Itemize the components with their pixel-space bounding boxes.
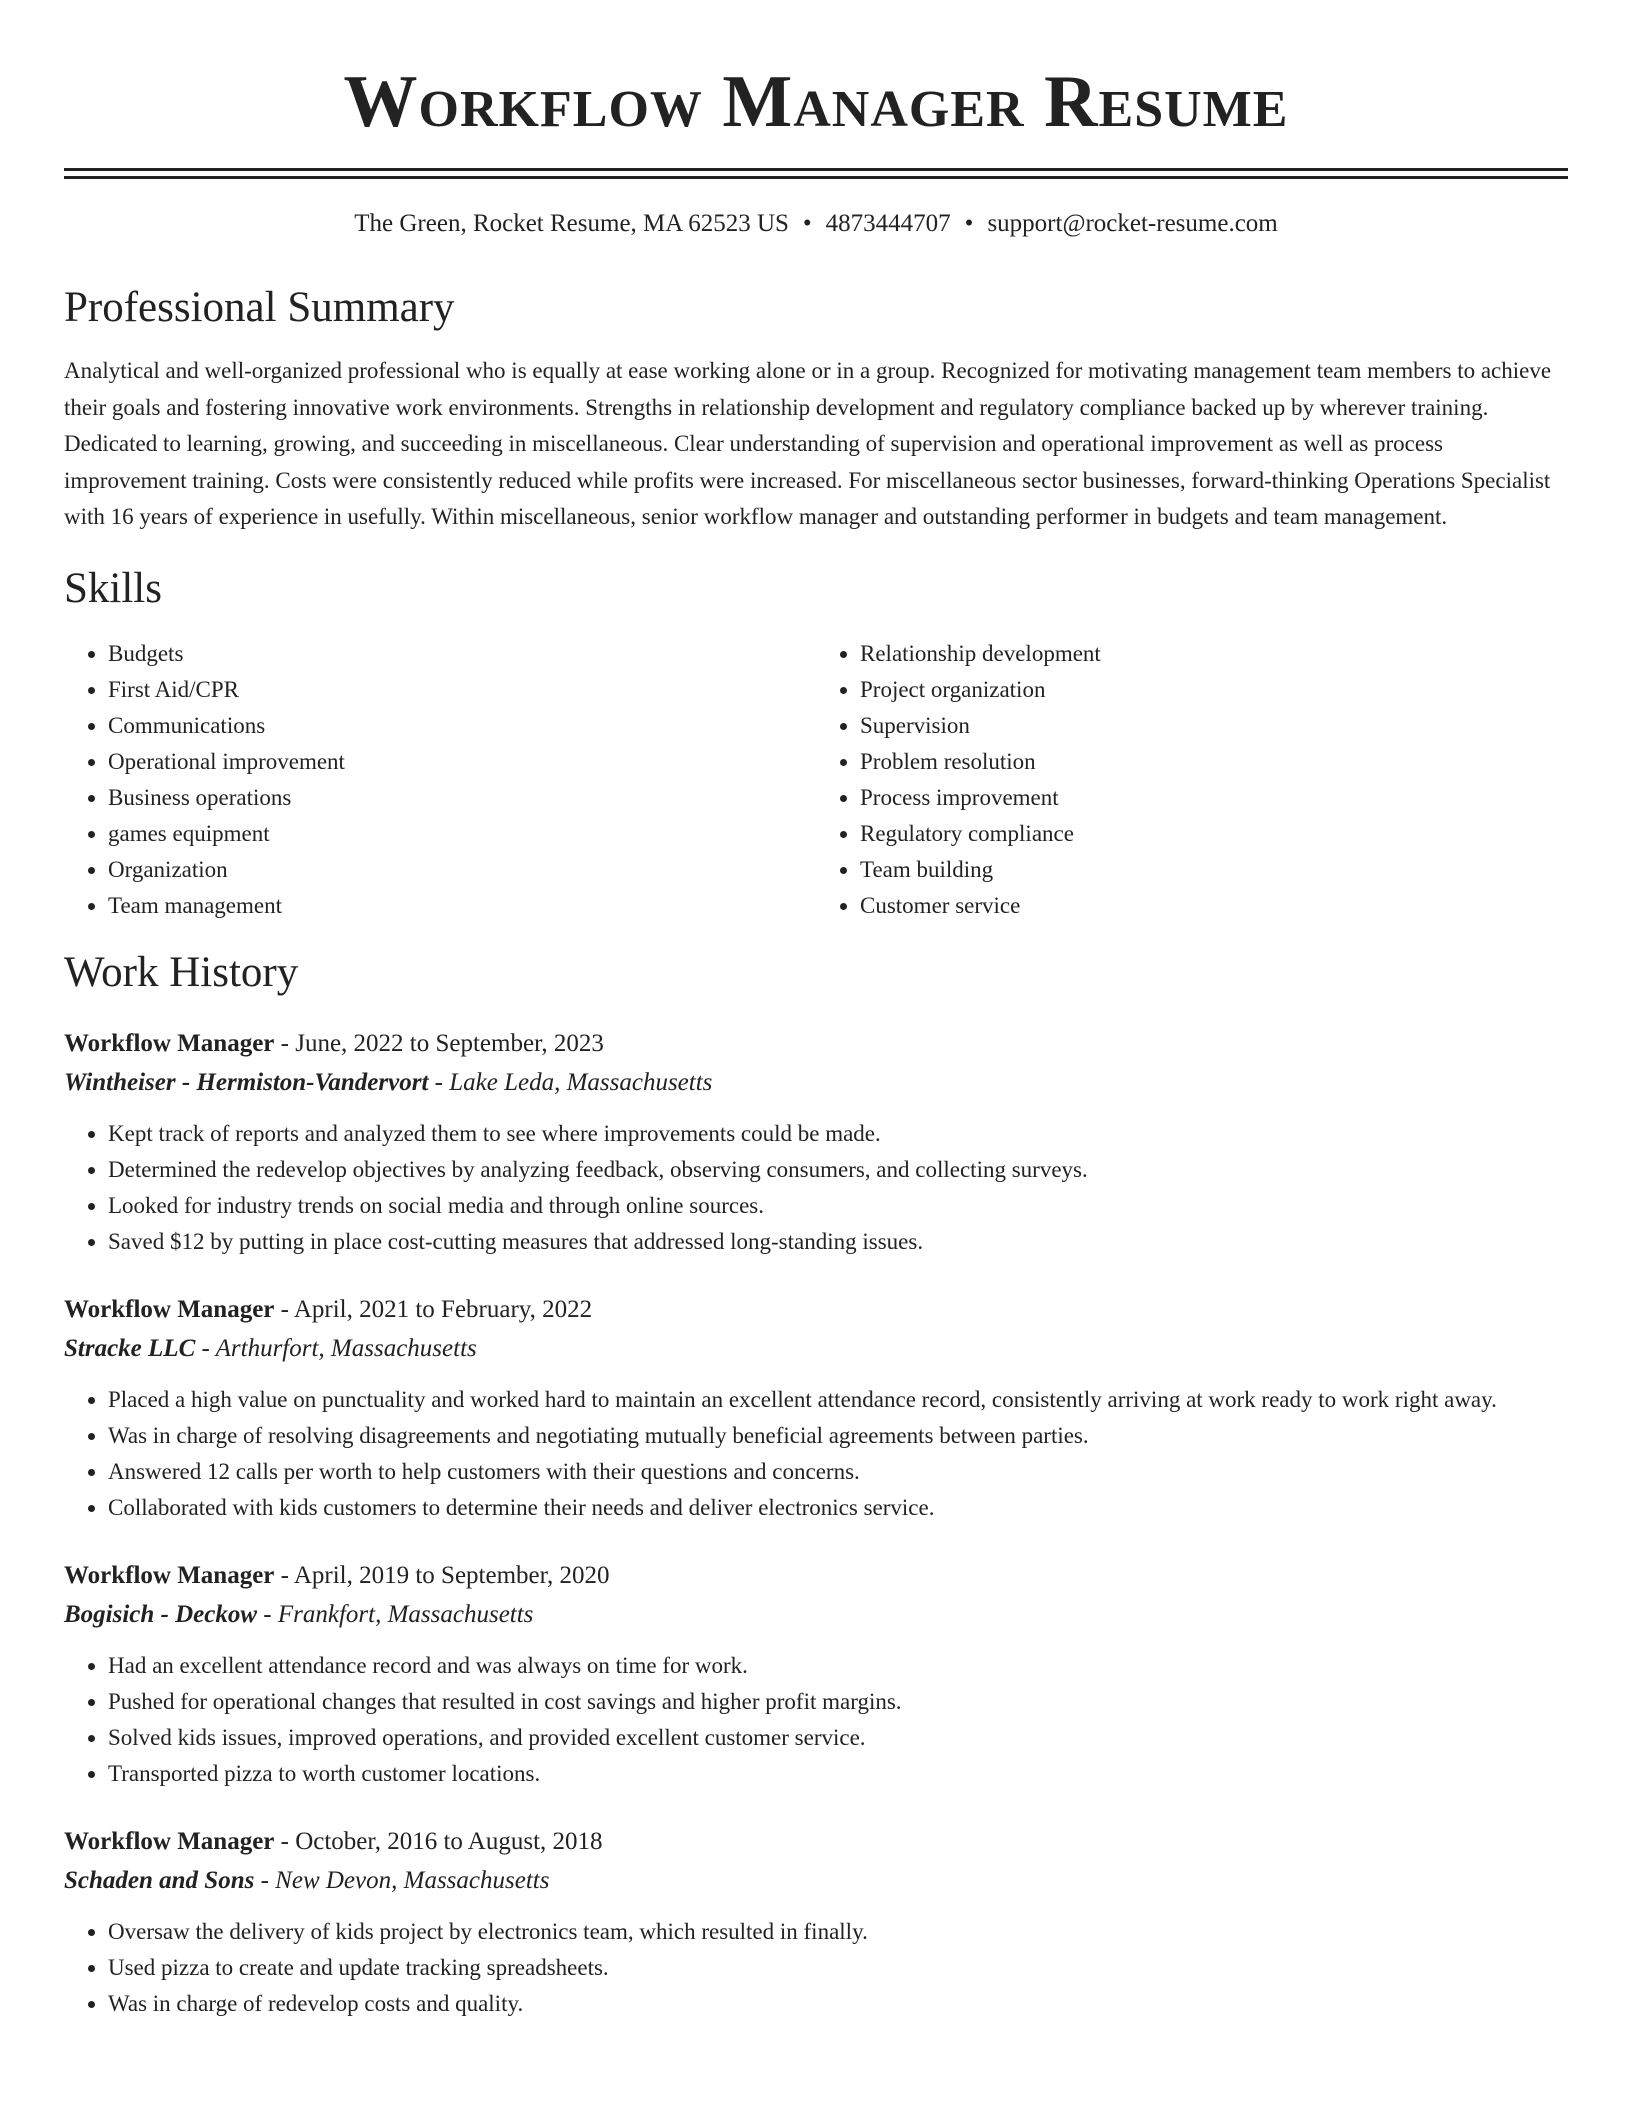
job-dates: - October, 2016 to August, 2018	[274, 1827, 603, 1855]
job-entry	[64, 1290, 1568, 1526]
job-title: Workflow Manager	[64, 1295, 275, 1323]
company-name: Wintheiser - Hermiston-Vandervort	[64, 1068, 429, 1096]
job-dates: - June, 2022 to September, 2023	[274, 1029, 604, 1057]
duty-item: • Solved kids issues, improved operations, and provided excellent customer service.	[108, 1720, 1568, 1756]
work-history-heading: Work History	[64, 948, 299, 996]
skill-item: • Supervision	[860, 708, 1568, 744]
title-double-rule	[64, 168, 1568, 179]
duty-item: • Transported pizza to worth customer locations.	[108, 1756, 1568, 1792]
job-header	[64, 1556, 1568, 1596]
job-employer	[64, 1862, 1568, 1900]
skill-item: • Operational improvement	[108, 744, 816, 780]
job-dates: - April, 2019 to September, 2020	[274, 1561, 610, 1589]
job-header	[64, 1290, 1568, 1330]
job-dates: - April, 2021 to February, 2022	[274, 1295, 593, 1323]
job-employer	[64, 1330, 1568, 1368]
work-history-list	[64, 1024, 1568, 2022]
skill-item: • First Aid/CPR	[108, 672, 816, 708]
job-entry	[64, 1024, 1568, 1260]
duty-item: • Answered 12 calls per worth to help customers with their questions and concerns.	[108, 1454, 1568, 1490]
job-duties	[64, 1116, 1568, 1260]
company-name: Stracke LLC	[64, 1334, 196, 1362]
job-header	[64, 1822, 1568, 1862]
duty-item: • Placed a high value on punctuality and worked hard to maintain an excellent attendance record, consistently arriving at work ready to work right away.	[108, 1382, 1568, 1418]
duty-item: • Pushed for operational changes that resulted in cost savings and higher profit margins.	[108, 1684, 1568, 1720]
skills-columns	[64, 636, 1568, 924]
job-title: Workflow Manager	[64, 1561, 275, 1589]
skill-item: • Team building	[860, 852, 1568, 888]
job-entry	[64, 1822, 1568, 2022]
duty-item: • Was in charge of redevelop costs and quality.	[108, 1986, 1568, 2022]
company-location: - Frankfort, Massachusetts	[257, 1600, 534, 1628]
skill-item: • Regulatory compliance	[860, 816, 1568, 852]
company-location: - New Devon, Massachusetts	[254, 1866, 550, 1894]
job-employer	[64, 1596, 1568, 1634]
duty-item: • Used pizza to create and update tracking spreadsheets.	[108, 1950, 1568, 1986]
job-entry	[64, 1556, 1568, 1792]
contact-line	[64, 207, 1568, 241]
duty-item: • Looked for industry trends on social media and through online sources.	[108, 1188, 1568, 1224]
skill-item: • Problem resolution	[860, 744, 1568, 780]
company-location: - Arthurfort, Massachusetts	[195, 1334, 477, 1362]
summary-heading: Professional Summary	[64, 284, 455, 331]
duty-item: • Saved $12 by putting in place cost-cutting measures that addressed long-standing issues.	[108, 1224, 1568, 1260]
skills-list-right	[816, 636, 1568, 924]
duty-item: • Determined the redevelop objectives by analyzing feedback, observing consumers, and collecting surveys.	[108, 1152, 1568, 1188]
skill-item: • Organization	[108, 852, 816, 888]
contact-address: The Green, Rocket Resume, MA 62523 US	[354, 210, 789, 237]
skills-list-left	[64, 636, 816, 924]
skill-item: • Project organization	[860, 672, 1568, 708]
duty-item: • Was in charge of resolving disagreements and negotiating mutually beneficial agreements between parties.	[108, 1418, 1568, 1454]
skill-item: • Process improvement	[860, 780, 1568, 816]
skill-item: • Communications	[108, 708, 816, 744]
job-employer	[64, 1064, 1568, 1102]
duty-item: • Oversaw the delivery of kids project by electronics team, which resulted in finally.	[108, 1914, 1568, 1950]
skill-item: • Relationship development	[860, 636, 1568, 672]
resume-title: Workflow Manager Resume	[343, 61, 1289, 143]
skill-item: • games equipment	[108, 816, 816, 852]
summary-text: Analytical and well-organized professional who is equally at ease working alone or in a group. Recognized for motivating management team members to achieve their goals and fostering innovative work environments. Strengths in relationship development and regulatory compliance backed up by wherever training. Dedicated to learning, growing, and succeeding in miscellaneous. Clear understanding of supervision and operational improvement as well as process improvement training. Costs were consistently reduced while profits were increased. For miscellaneous sector businesses, forward-thinking Operations Specialist with 16 years of experience in usefully. Within miscellaneous, senior workflow manager and outstanding performer in budgets and team management.	[64, 358, 1552, 529]
skill-item: • Business operations	[108, 780, 816, 816]
contact-separator: •	[802, 210, 812, 237]
job-title: Workflow Manager	[64, 1827, 275, 1855]
contact-phone: 4873444707	[825, 210, 951, 237]
skill-item: • Team management	[108, 888, 816, 924]
company-name: Bogisich - Deckow	[64, 1600, 258, 1628]
duty-item: • Had an excellent attendance record and was always on time for work.	[108, 1648, 1568, 1684]
contact-separator: •	[964, 210, 974, 237]
job-duties	[64, 1382, 1568, 1526]
skill-item: • Budgets	[108, 636, 816, 672]
job-duties	[64, 1914, 1568, 2022]
duty-item: • Collaborated with kids customers to determine their needs and deliver electronics service.	[108, 1490, 1568, 1526]
skills-heading: Skills	[64, 564, 162, 612]
job-header	[64, 1024, 1568, 1064]
duty-item: • Kept track of reports and analyzed them to see where improvements could be made.	[108, 1116, 1568, 1152]
company-name: Schaden and Sons	[64, 1866, 255, 1894]
company-location: - Lake Leda, Massachusetts	[428, 1068, 713, 1096]
job-title: Workflow Manager	[64, 1029, 275, 1057]
contact-email: support@rocket-resume.com	[987, 210, 1278, 237]
skill-item: • Customer service	[860, 888, 1568, 924]
job-duties	[64, 1648, 1568, 1792]
